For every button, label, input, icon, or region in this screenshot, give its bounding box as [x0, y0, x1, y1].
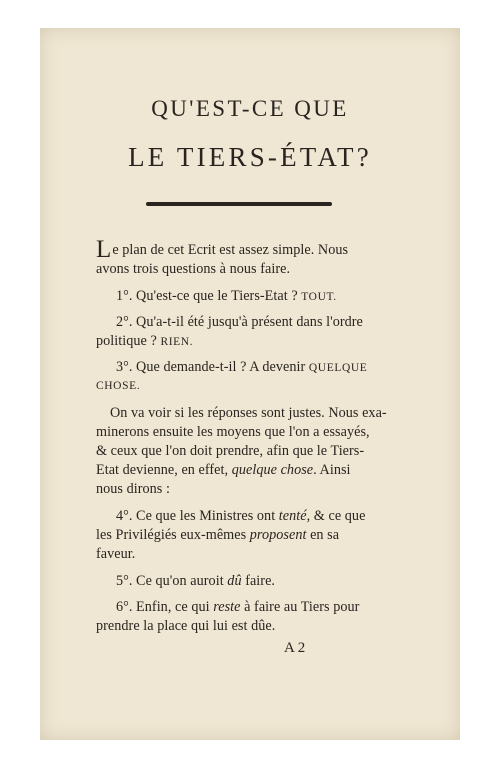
intro-line-1-text: e plan de cet Ecrit est assez simple. Nous: [112, 242, 349, 258]
question-5-a: 5°. Ce qu'on auroit: [116, 573, 228, 589]
question-5: [116, 572, 416, 591]
title-rule: [146, 202, 332, 206]
question-1-answer: TOUT.: [301, 291, 337, 303]
paragraph-line-4-a: Etat devienne, en effet,: [96, 462, 232, 478]
title-line-1: QU'EST-CE QUE: [151, 96, 349, 121]
intro-line-2: avons trois questions à nous faire.: [96, 261, 291, 277]
question-6-line-2: prendre la place qui lui est dûe.: [96, 618, 276, 634]
question-4-line-3: faveur.: [96, 546, 136, 562]
question-4-line-1: [116, 507, 416, 526]
paragraph-line-4: [96, 461, 396, 480]
question-2-line-1: 2°. Qu'a-t-il été jusqu'à présent dans l'ordre: [116, 314, 363, 330]
question-4-line-2: [96, 526, 396, 545]
question-4-line-1-b: , & ce que: [306, 508, 366, 524]
intro-line-1: [96, 236, 396, 263]
paragraph-line-2: minerons ensuite les moyens que l'on a essayés,: [96, 424, 370, 440]
paragraph-line-4-b: . Ainsi: [313, 462, 351, 478]
paragraph-line-1: On va voir si les réponses sont justes. Nous exa-: [110, 405, 387, 421]
question-3-line-2: CHOSE.: [96, 380, 141, 392]
question-6-line-1-b: à faire au Tiers pour: [240, 599, 360, 615]
question-5-b: faire.: [241, 573, 276, 589]
question-4-line-2-b: en sa: [306, 527, 340, 543]
question-1: [116, 287, 416, 307]
question-6-line-1-italic: reste: [213, 599, 241, 615]
question-1-text: 1°. Qu'est-ce que le Tiers-Etat ?: [116, 288, 302, 304]
question-4-line-1-a: 4°. Ce que les Ministres ont: [116, 508, 279, 524]
question-4-line-2-italic: proposent: [249, 527, 307, 543]
question-2-line-2: [96, 332, 396, 352]
signature-mark: A 2: [284, 640, 306, 656]
question-5-italic: dû: [227, 573, 242, 589]
question-6-line-1: [116, 598, 416, 617]
question-3-answer-1: QUELQUE: [308, 362, 368, 374]
title-line-2: LE TIERS-ÉTAT?: [128, 142, 372, 172]
paragraph-line-4-italic: quelque chose: [231, 462, 314, 478]
drop-cap: L: [96, 236, 112, 263]
paragraph-line-5: nous dirons :: [96, 481, 170, 497]
question-6-line-1-a: 6°. Enfin, ce qui: [116, 599, 214, 615]
question-2-answer: RIEN.: [160, 336, 194, 348]
paragraph-line-3: & ceux que l'on doit prendre, afin que le Tiers-: [96, 443, 365, 459]
question-3-line-1: [116, 358, 416, 378]
question-3-text: 3°. Que demande-t-il ? A devenir: [116, 359, 309, 375]
question-4-line-1-italic: tenté: [278, 508, 307, 524]
question-2-text: politique ?: [96, 333, 161, 349]
question-4-line-2-a: les Privilégiés eux-mêmes: [96, 527, 250, 543]
